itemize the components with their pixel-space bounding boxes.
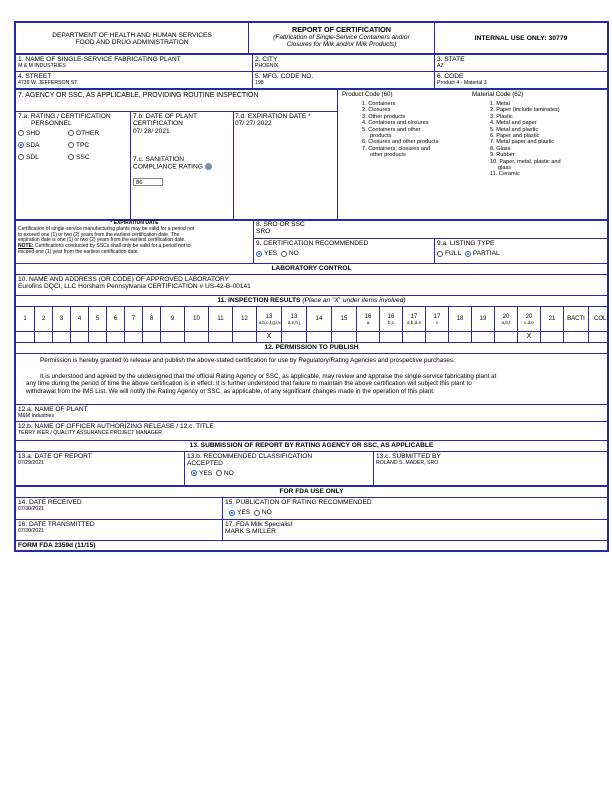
inspection-item-header (106, 307, 124, 331)
report-date-label: 13.a. DATE OF REPORT (18, 453, 92, 460)
inspection-heading-note: (Place an "X" under items involved) (302, 297, 406, 304)
inspection-item-sub: c (435, 319, 439, 325)
sro-field[interactable] (256, 221, 305, 236)
other-label: OTHER (76, 129, 100, 137)
street-field[interactable] (18, 73, 78, 86)
date-transmitted-field[interactable] (18, 521, 95, 534)
inspection-item-mark[interactable] (379, 332, 402, 342)
inspection-item-number: 21 (548, 316, 556, 322)
inspection-item-mark[interactable] (306, 332, 331, 342)
rule (16, 497, 607, 498)
radio-icon (68, 142, 74, 148)
info-icon[interactable] (205, 163, 212, 170)
ssc-label: SSC (76, 153, 90, 161)
classification-label-1: 13.b. RECOMMENDED CLASSIFICATION (187, 453, 313, 460)
product-code-list (342, 91, 472, 159)
code-label: 6. CODE (437, 73, 464, 80)
specialist-label: 17. FDA Milk Specialist (225, 521, 293, 528)
expiration-note-line: to exceed one (1) or two (2) years from the earliest certification date. The (18, 231, 180, 238)
inspection-item-header (34, 307, 52, 331)
exp-date-label: 7.d. EXPIRATION DATE * (235, 113, 311, 120)
rule (16, 263, 607, 264)
list-item: 5. Metal and plastic (490, 126, 539, 133)
inspection-item-header (160, 307, 184, 331)
submitted-by-label: 13.c. SUBMITTED BY (376, 453, 441, 460)
list-item: 9. Rubber (490, 152, 515, 159)
rule (16, 421, 607, 422)
sanitation-label-1: 7.c. SANITATION (133, 156, 185, 163)
date-transmitted-label: 16. DATE TRANSMITTED (18, 521, 95, 528)
inspection-item-sub: a (366, 319, 370, 325)
inspection-mark-row (16, 332, 607, 342)
sro-value: SRO (256, 228, 271, 236)
inspection-item-number: 14 (315, 316, 323, 322)
specialist-value: MARK S MILLER (225, 528, 276, 536)
inspection-item-header (232, 307, 256, 331)
inspection-item-mark[interactable] (471, 332, 494, 342)
other-option[interactable] (68, 130, 99, 137)
inspection-item-number: 16 (387, 313, 395, 320)
lab-field[interactable] (18, 276, 251, 291)
inspection-heading-text: 11. INSPECTION RESULTS (217, 297, 301, 304)
inspection-item-header (425, 307, 448, 331)
expiration-note-line: exceed one (1) year from the earliest certification date. (18, 248, 139, 255)
list-item: 11. Ceramic (490, 171, 520, 178)
permission-heading: 12. PERMISSION TO PUBLISH (264, 344, 359, 351)
report-subtitle-1: (Fabrication of Single-Service Containers and/or (273, 34, 410, 41)
internal-use-label: INTERNAL USE ONLY: 30779 (474, 35, 568, 42)
divider (373, 451, 374, 485)
report-date-value: 07/29/2021 (18, 460, 44, 467)
date-received-label: 14. DATE RECEIVED (18, 499, 82, 506)
permission-line: withdrawal from the IMS List. We will notify the Rating Agency or SSC, as applicable, of any significant changes made in the operation of this plant. (26, 387, 435, 395)
inspection-item-number: 20 (502, 313, 510, 320)
inspection-item-mark[interactable] (208, 332, 232, 342)
publication-yes[interactable] (229, 509, 250, 516)
shd-label: SHD (26, 129, 40, 137)
classification-label-2: ACCEPTED (187, 460, 223, 468)
inspection-item-header (70, 307, 88, 331)
inspection-item-number: 5 (95, 316, 100, 322)
yes-label: YES (199, 469, 213, 477)
list-item: 10. Paper, metal, plastic and (490, 158, 561, 165)
inspection-item-number: COLI (593, 316, 608, 322)
divider (434, 238, 435, 263)
inspection-item-number: 20 (525, 313, 533, 320)
inspection-item-mark[interactable] (281, 332, 306, 342)
inspection-item-mark[interactable] (448, 332, 471, 342)
rule (16, 540, 607, 541)
inspection-item-number: 12 (241, 316, 248, 322)
radio-icon (68, 130, 74, 136)
personnel-radio-group (18, 128, 131, 164)
publication-field (225, 499, 372, 517)
sda-option[interactable] (18, 140, 68, 152)
city-value: PHOENIX (255, 63, 279, 70)
radio-selected-icon (256, 251, 262, 257)
date-transmitted-value: 07/30/2021 (18, 528, 44, 535)
publication-no[interactable] (254, 509, 272, 516)
submitted-by-field[interactable] (376, 453, 441, 466)
list-item: 4. Containers and closures (362, 120, 429, 127)
publication-label: 15. PUBLICATION OF RATING RECOMMENDED (225, 499, 372, 506)
ssc-option[interactable] (68, 154, 90, 161)
code-value: Product 4 - Material 3 (437, 80, 487, 87)
list-item: 1. Containers (362, 101, 396, 107)
city-label: 2. CITY (255, 56, 278, 63)
sdl-option[interactable] (18, 152, 68, 164)
inspection-item-header (88, 307, 106, 331)
inspection-item-header (563, 307, 588, 331)
inspection-item-header (184, 307, 208, 331)
inspection-item-number: 17 (433, 313, 441, 320)
list-item: glass (498, 165, 512, 172)
inspection-item-number: 11 (217, 316, 224, 322)
inspection-item-number: 18 (456, 316, 464, 322)
dept-header (16, 23, 248, 54)
expiration-note-line: expiration date is one (1) or two (2) years from the earliest certification date. (18, 237, 186, 244)
form-id: FORM FDA 2359d (11/15) (18, 542, 96, 549)
sanitation-label-2: COMPLIANCE RATING (133, 163, 203, 171)
expiration-date (235, 113, 335, 128)
rating-label-1: 7.a. RATING / CERTIFICATION (18, 113, 111, 120)
list-item: products (370, 133, 392, 140)
radio-selected-icon (229, 510, 235, 516)
inspection-item-mark[interactable] (540, 332, 563, 342)
inspection-item-mark[interactable] (588, 332, 612, 342)
shd-option[interactable] (18, 128, 68, 140)
inspection-item-mark[interactable] (402, 332, 425, 342)
inspection-item-header (16, 307, 34, 331)
inspection-item-mark[interactable] (331, 332, 356, 342)
report-subtitle-2: Closures for Milk and/or Milk Products) (286, 41, 397, 49)
inspection-item-number: 1 (23, 316, 27, 322)
inspection-item-number: 10 (193, 316, 200, 322)
lab-label: 10. NAME AND ADDRESS (OR CODE) OF APPROVED LABORATORY (18, 276, 230, 283)
plant-cert-date (133, 113, 233, 135)
partial-label: PARTIAL (472, 250, 500, 258)
cert-date-value[interactable]: 07/ 28/ 2021 (133, 127, 170, 135)
listing-field (437, 240, 500, 258)
permission-para-2 (26, 373, 604, 395)
radio-icon (18, 154, 24, 160)
expiration-note-line: Certification of single-service manufacturing plants may be valid for a period not (18, 225, 195, 232)
list-item: 7. Containers, closures and (362, 145, 431, 152)
list-item: 6. Paper and plastic (490, 133, 540, 140)
date-received-value: 07/30/2021 (18, 506, 44, 513)
specialist-field[interactable] (225, 521, 292, 536)
inspection-item-number: BACTI (567, 316, 585, 322)
inspection-item-mark[interactable] (142, 332, 160, 342)
inspection-item-sub: a,b,c,f,g,i,k (258, 319, 281, 325)
exp-date-value[interactable]: 07/ 27/ 2022 (235, 120, 272, 128)
divider (253, 220, 254, 263)
inspection-item-header (517, 307, 540, 331)
listing-label: 9.a. LISTING TYPE (437, 240, 495, 247)
tpc-label: TPC (76, 141, 90, 149)
inspection-item-mark[interactable] (88, 332, 106, 342)
inspection-item-number: 15 (340, 316, 348, 322)
inspection-item-header (52, 307, 70, 331)
officer-label: 12.b. NAME OF OFFICER AUTHORIZING RELEASE / 12.c. TITLE (18, 423, 214, 430)
inspection-item-mark[interactable] (16, 332, 34, 342)
state-value: AZ (437, 63, 444, 70)
inspection-item-number: 4 (77, 316, 82, 322)
classification-field (187, 453, 312, 477)
inspection-item-number: 3 (59, 316, 64, 322)
divider (130, 111, 131, 220)
sro-label: 8. SRO OR SSC (256, 221, 305, 228)
list-item: other products (370, 152, 406, 159)
recommended-label: 9. CERTIFICATION RECOMMENDED (256, 240, 369, 247)
note-label: NOTE: (18, 243, 34, 250)
inspection-item-header (208, 307, 232, 331)
inspection-item-header (379, 307, 402, 331)
report-title: REPORT OF CERTIFICATION (292, 25, 391, 34)
street-value: 4739 W. JEFFERSON ST. (18, 80, 79, 87)
inspection-item-mark[interactable]: X (256, 332, 281, 342)
inspection-item-sub: c,d,e (524, 319, 534, 325)
permission-plant-field[interactable] (18, 406, 88, 419)
rule (16, 485, 607, 487)
inspection-item-mark[interactable] (160, 332, 184, 342)
no-label: NO (223, 469, 234, 477)
radio-icon (254, 510, 260, 516)
dept-line1: DEPARTMENT OF HEALTH AND HUMAN SERVICES (52, 32, 212, 39)
list-item: 7. Metal paper and plastic (490, 139, 555, 146)
plant-name-label: 1. NAME OF SINGLE-SERVICE FABRICATING PLANT (18, 56, 181, 63)
radio-icon (281, 251, 287, 257)
listing-partial[interactable] (465, 250, 500, 257)
inspection-item-header (331, 307, 356, 331)
inspection-item-mark[interactable] (70, 332, 88, 342)
radio-selected-icon (18, 142, 24, 148)
lab-heading: LABORATORY CONTROL (271, 265, 352, 272)
rule (16, 71, 607, 72)
material-code-title: Material Code (62) (472, 91, 524, 98)
rule (16, 451, 607, 452)
inspection-item-number: 7 (131, 316, 136, 322)
inspection-item-number: 17 (410, 313, 418, 320)
recommended-no[interactable] (281, 250, 299, 257)
rule (16, 440, 607, 441)
inspection-item-header (471, 307, 494, 331)
list-item: 1. Metal (490, 101, 510, 107)
classification-yes[interactable] (191, 470, 212, 477)
inspection-item-header (124, 307, 142, 331)
inspection-item-mark[interactable] (124, 332, 142, 342)
dept-line2: FOOD AND DRUG ADMINISTRATION (75, 39, 189, 47)
inspection-item-header (540, 307, 563, 331)
inspection-item-mark[interactable] (232, 332, 256, 342)
no-label: NO (288, 250, 299, 258)
cert-date-label-2: CERTIFICATION (133, 120, 183, 128)
full-label: FULL (445, 250, 462, 258)
list-item: 3. Plastic (490, 113, 513, 120)
inspection-item-number: 19 (479, 316, 487, 322)
inspection-item-mark[interactable] (52, 332, 70, 342)
inspection-item-header (281, 307, 306, 331)
inspection-item-mark[interactable] (34, 332, 52, 342)
rule (16, 53, 607, 55)
rule (16, 295, 607, 296)
officer-field[interactable] (18, 423, 214, 436)
inspection-heading (16, 297, 607, 304)
inspection-item-header (448, 307, 471, 331)
radio-icon (216, 470, 222, 476)
inspection-item-mark[interactable]: X (517, 332, 540, 342)
certification-form (14, 21, 609, 552)
inspection-item-header (402, 307, 425, 331)
product-code-title: Product Code (60) (342, 91, 393, 98)
permission-line: any time during the period of time the above certification is in effect. It is further understood that failure to maintain the above certification will subject this plant to (26, 380, 472, 388)
radio-icon (18, 130, 24, 136)
inspection-item-sub: a,b,d,e (406, 319, 422, 325)
inspection-item-mark[interactable] (356, 332, 379, 342)
code-field[interactable] (437, 73, 487, 86)
yes-label: YES (264, 250, 278, 258)
permission-plant-value: M&M Industries (18, 413, 55, 420)
divider (184, 451, 185, 485)
agency-label: 7. AGENCY OR SSC, AS APPLICABLE, PROVIDING ROUTINE INSPECTION (18, 92, 259, 99)
classification-no[interactable] (216, 470, 234, 477)
rating-personnel (18, 113, 131, 164)
inspection-item-mark[interactable] (494, 332, 517, 342)
submission-heading: 13. SUBMISSION OF REPORT BY RATING AGENCY OR SSC, AS APPLICABLE (189, 442, 434, 449)
recommended-field (256, 240, 368, 258)
list-item: 4. Metal and paper (490, 120, 537, 127)
inspection-item-number: 16 (364, 313, 372, 320)
product-code-items (362, 101, 472, 159)
expiration-note (18, 221, 251, 256)
permission-plant-label: 12.a. NAME OF PLANT (18, 406, 88, 413)
material-code-list (472, 91, 604, 178)
state-field[interactable] (437, 56, 465, 69)
listing-full[interactable] (437, 250, 461, 257)
submitted-by-value: ROLAND S. MADER, SRO (376, 460, 439, 467)
sdl-label: SDL (26, 153, 39, 161)
inspection-item-mark[interactable] (106, 332, 124, 342)
list-item: 3. Other products (362, 113, 406, 120)
recommended-yes[interactable] (256, 250, 277, 257)
inspection-item-number: 2 (41, 316, 46, 322)
radio-icon (437, 251, 443, 257)
rating-label-2: PERSONNEL (31, 120, 72, 128)
sanitation-rating-input[interactable]: 86 (133, 178, 163, 186)
inspection-item-sub: d,e,h,j (287, 319, 301, 325)
radio-selected-icon (465, 251, 471, 257)
inspection-item-header (356, 307, 379, 331)
sda-label: SDA (26, 141, 40, 149)
rule (16, 519, 607, 520)
street-label: 4. STREET (18, 73, 52, 80)
inspection-item-sub: b,c (387, 319, 395, 325)
inspection-item-header (306, 307, 331, 331)
city-field[interactable] (255, 56, 278, 69)
inspection-item-header (256, 307, 281, 331)
rule (16, 353, 607, 354)
material-code-items (490, 101, 604, 178)
inspection-item-number: 9 (170, 316, 175, 322)
cert-date-label-1: 7.b. DATE OF PLANT (133, 113, 197, 120)
inspection-item-sub: a,b,f (501, 319, 511, 325)
mfg-code-field[interactable] (255, 73, 313, 86)
list-item: 2. Paper (include laminates) (490, 107, 560, 114)
inspection-item-mark[interactable] (425, 332, 448, 342)
rule (16, 342, 607, 343)
yes-label: YES (237, 509, 251, 517)
expiration-note-title: * EXPIRATION DATE (110, 220, 159, 226)
state-label: 3. STATE (437, 56, 465, 63)
sanitation-label-2-row (133, 163, 233, 171)
plant-name-value: M & M INDUSTRIES (18, 63, 66, 70)
list-item: 2. Closures (362, 107, 391, 114)
officer-value: TERRY IKER / QUALITY ASSURANCE PROJECT MANAGER (18, 430, 163, 437)
expiration-note-line: Certifications conducted by SSCs shall only be valid for a period not to (33, 243, 191, 250)
agency-block (16, 90, 338, 220)
rule (16, 111, 338, 112)
mfg-code-label: 5. MFG. CODE NO. (255, 73, 314, 80)
fda-heading: FOR FDA USE ONLY (279, 488, 344, 495)
mfg-code-value: 198 (255, 80, 264, 87)
sanitation-rating (133, 156, 233, 191)
inspection-item-header (494, 307, 517, 331)
permission-line: It is understood and agreed by the undersigned that the official Rating Agency or SSC, as applicable, may review and appraise the single-service fabricating plant at (40, 373, 497, 380)
list-item: 6. Closures and other products (362, 139, 439, 146)
rule (16, 404, 607, 405)
plant-name-field[interactable] (18, 56, 181, 69)
lab-value: Eurofins DQCI, LLC Horsham Pennsylvania CERTIFICATION # US-42-B-00141 (18, 283, 251, 291)
inspection-header-row (16, 307, 607, 331)
radio-icon (68, 154, 74, 160)
inspection-item-number: 13 (265, 313, 273, 320)
no-label: NO (261, 509, 272, 517)
rule (16, 274, 607, 275)
inspection-item-mark[interactable] (563, 332, 588, 342)
divider (233, 111, 234, 220)
tpc-option[interactable] (68, 142, 89, 149)
inspection-item-number: 6 (113, 316, 118, 322)
radio-selected-icon (191, 470, 197, 476)
inspection-item-header (142, 307, 160, 331)
date-received-field[interactable] (18, 499, 82, 512)
inspection-item-header (588, 307, 612, 331)
list-item: 8. Glass (490, 145, 511, 152)
inspection-item-number: 8 (149, 316, 154, 322)
permission-para-1: Permission is hereby granted to release and publish the above-stated certification for use by Regulatory/Rating Agencies and prospective purchases. (40, 357, 455, 364)
report-date-field[interactable] (18, 453, 92, 466)
inspection-item-number: 13 (290, 313, 298, 320)
rule (254, 238, 607, 239)
list-item: 5. Containers and other (362, 126, 421, 133)
inspection-item-mark[interactable] (184, 332, 208, 342)
report-title-block (249, 23, 434, 54)
